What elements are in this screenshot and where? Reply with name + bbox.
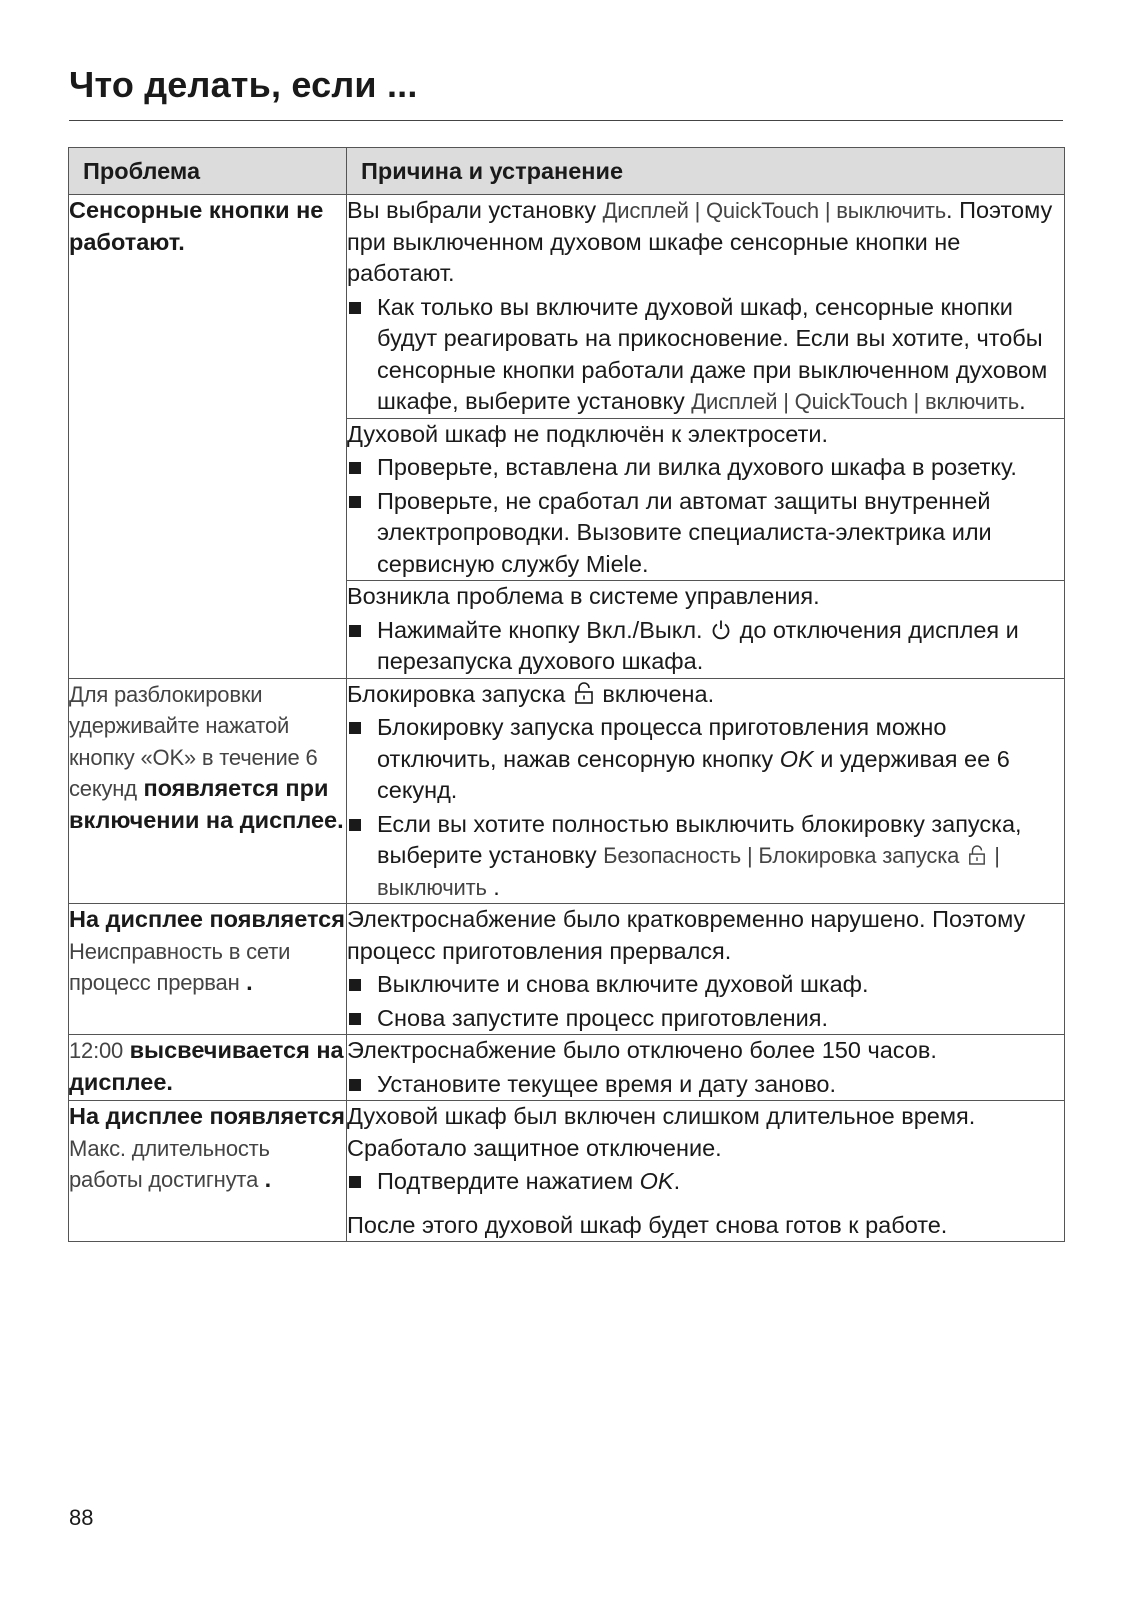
power-icon <box>711 619 731 641</box>
problem-text: высвечивается на дисплее. <box>69 1037 344 1095</box>
remedy-list <box>347 452 1064 580</box>
follow-up-text: После этого духовой шкаф будет снова готов к работе. <box>347 1211 948 1238</box>
problem-cell <box>69 195 347 679</box>
list-item <box>347 292 1064 418</box>
remedy-text: Установите текущее время и дату заново. <box>377 1070 837 1097</box>
bullet-square-icon <box>349 302 361 314</box>
lock-icon <box>968 844 986 866</box>
bullet-square-icon <box>349 1013 361 1025</box>
cause-text: Электроснабжение было отключено более 150 часов. <box>347 1037 937 1063</box>
cause-cell <box>347 904 1065 1035</box>
ok-key-text: OK <box>639 1168 674 1194</box>
display-message-text: 12:00 <box>69 1038 124 1063</box>
header-cause: Причина и устранение <box>347 148 1065 195</box>
bullet-square-icon <box>349 819 361 831</box>
remedy-text: до отключения дисплея и перезапуска духового шкафа. <box>377 616 1019 674</box>
remedy-list <box>347 615 1064 678</box>
remedy-text: и удерживая ее 6 секунд. <box>377 745 1010 803</box>
list-item <box>347 1003 1064 1035</box>
list-item <box>347 1166 1064 1198</box>
display-setting-text: | выключить <box>377 843 1000 900</box>
title-divider <box>69 120 1063 121</box>
cause-text <box>347 679 1064 711</box>
cause-cell <box>347 195 1065 419</box>
bullet-square-icon <box>349 496 361 508</box>
problem-text: появляется при включении на дисплее. <box>69 775 344 833</box>
problem-text: На дисплее появляется <box>69 1103 345 1129</box>
remedy-list <box>347 292 1064 418</box>
list-item <box>347 1069 1064 1101</box>
remedy-text: Снова запустите процесс приготовления. <box>377 1004 828 1031</box>
display-setting-text: Дисплей | QuickTouch | выключить <box>602 198 947 223</box>
cause-text-part: . Поэтому при выключенном духовом шкафе сенсорные кнопки не работают. <box>347 197 1053 286</box>
table-header-row <box>69 148 1065 195</box>
table-row <box>69 1101 1065 1242</box>
remedy-text: Как только вы включите духовой шкаф, сенсорные кнопки будут реагировать на прикосновение. Если вы хотите, чтобы сенсорные кнопки работали даже при выключенном духовом шкафе, выберите установку <box>377 293 1048 414</box>
remedy-text: Выключите и снова включите духовой шкаф. <box>377 971 869 997</box>
bullet-square-icon <box>349 625 361 637</box>
table-row <box>69 678 1065 904</box>
list-item <box>347 486 1064 581</box>
remedy-list <box>347 1069 1064 1101</box>
display-setting-text: Дисплей | QuickTouch | включить <box>691 389 1020 414</box>
list-item <box>347 712 1064 807</box>
bullet-square-icon <box>349 1079 361 1091</box>
list-item <box>347 809 1064 904</box>
table-row <box>69 904 1065 1035</box>
problem-cell <box>69 678 347 904</box>
remedy-list <box>347 1166 1064 1198</box>
remedy-text-end: . <box>493 873 500 900</box>
remedy-text: Проверьте, вставлена ли вилка духового шкафа в розетку. <box>377 454 1017 480</box>
bullet-square-icon <box>349 462 361 474</box>
cause-text: Возникла проблема в системе управления. <box>347 583 820 609</box>
bullet-square-icon <box>349 722 361 734</box>
remedy-list <box>347 712 1064 903</box>
cause-text-part: включена. <box>602 680 715 707</box>
table-row <box>69 195 1065 419</box>
page-title: Что делать, если ... <box>69 64 418 105</box>
problem-text: Сенсорные кнопки не работают. <box>69 197 324 255</box>
remedy-list <box>347 969 1064 1034</box>
list-item <box>347 615 1064 678</box>
problem-cell <box>69 904 347 1035</box>
troubleshooting-table <box>68 147 1065 1242</box>
display-setting-text: Безопасность | Блокировка запуска <box>603 843 960 868</box>
problem-text-end: . <box>246 969 253 995</box>
problem-text: На дисплее появляется <box>69 906 345 932</box>
cause-text <box>347 195 1064 290</box>
cause-text: Электроснабжение было кратковременно нарушено. Поэтому процесс приготовления прервался. <box>347 906 1026 964</box>
problem-text-end: . <box>264 1166 272 1192</box>
cause-cell <box>347 678 1065 904</box>
bullet-square-icon <box>349 1176 361 1188</box>
remedy-text: Проверьте, не сработал ли автомат защиты внутренней электропроводки. Вызовите специалиста-электрика или сервисную службу Miele. <box>377 487 992 577</box>
problem-cell <box>69 1101 347 1242</box>
table-row <box>69 1035 1065 1101</box>
cause-text: Духовой шкаф был включен слишком длительное время. Сработало защитное отключение. <box>347 1103 976 1161</box>
cause-text-part: Блокировка запуска <box>347 680 566 707</box>
remedy-text-end: . <box>673 1168 681 1194</box>
remedy-text-end: . <box>1019 388 1026 414</box>
remedy-text: Подтвердите нажатием <box>377 1168 634 1194</box>
cause-text-part: Вы выбрали установку <box>347 197 597 223</box>
lock-icon <box>574 681 594 705</box>
display-message-text: Неисправность в сети процесс прерван <box>69 938 291 995</box>
cause-cell <box>347 1035 1065 1101</box>
cause-cell <box>347 418 1065 581</box>
ok-key-text: OK <box>779 745 814 772</box>
remedy-text: Нажимайте кнопку Вкл./Выкл. <box>377 616 703 643</box>
cause-cell <box>347 1101 1065 1242</box>
display-message-text: Для разблокировки удерживайте нажатой кнопку «OK» в течение 6 секунд <box>69 681 318 801</box>
list-item <box>347 452 1064 484</box>
header-problem: Проблема <box>69 148 347 195</box>
bullet-square-icon <box>349 979 361 991</box>
problem-cell <box>69 1035 347 1101</box>
list-item <box>347 969 1064 1001</box>
page-number: 88 <box>69 1505 94 1530</box>
display-message-text: Макс. длительность работы достигнута <box>69 1135 270 1192</box>
cause-text: Духовой шкаф не подключён к электросети. <box>347 420 828 447</box>
remedy-text: Если вы хотите полностью выключить блокировку запуска, выберите установку <box>377 810 1022 868</box>
remedy-text: Блокировку запуска процесса приготовления можно отключить, нажав сенсорную кнопку <box>377 714 947 772</box>
cause-cell <box>347 581 1065 679</box>
